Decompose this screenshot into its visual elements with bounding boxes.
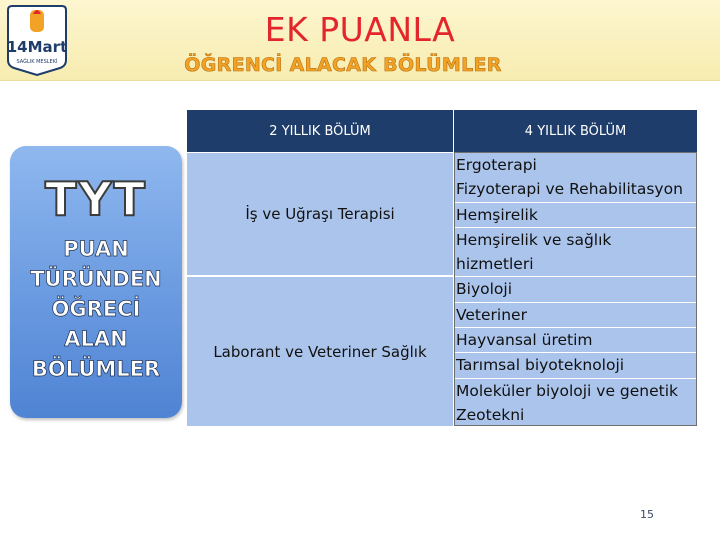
- logo-subtext: SAĞLIK MESLEKİ: [16, 59, 58, 65]
- tyt-line: BÖLÜMLER: [31, 357, 161, 381]
- list-item: Ergoterapi: [456, 156, 537, 174]
- tyt-caption: [10, 234, 182, 384]
- column-header-4-year: 4 YILLIK BÖLÜM: [454, 110, 697, 152]
- list-item: hizmetleri: [455, 252, 696, 277]
- table-cell-2-year: Laborant ve Veteriner Sağlık: [187, 277, 454, 426]
- column-header-2-year: 2 YILLIK BÖLÜM: [187, 110, 454, 152]
- list-item: Veteriner: [455, 303, 696, 328]
- page-title: EK PUANLA: [264, 10, 456, 49]
- list-item: Hemşirelik: [455, 203, 696, 228]
- page-subtitle: ÖĞRENCİ ALACAK BÖLÜMLER: [184, 54, 502, 76]
- list-item: Biyoloji: [455, 277, 696, 302]
- tyt-line: TÜRÜNDEN: [30, 267, 162, 291]
- list-item: Hayvansal üretim: [455, 328, 696, 353]
- tyt-line: PUAN: [63, 237, 129, 261]
- tyt-heading: TYT: [44, 172, 148, 226]
- list-item: Moleküler biyoloji ve genetik: [456, 381, 679, 400]
- departments-table: [187, 110, 697, 426]
- list-item: Zeotekni: [456, 405, 525, 424]
- table-cell-2-year: İş ve Uğraşı Terapisi: [187, 153, 454, 277]
- list-item: Hemşirelik ve sağlık: [456, 230, 612, 249]
- four-year-list: [454, 152, 697, 426]
- list-item: Fizyoterapi ve Rehabilitasyon: [455, 177, 696, 202]
- list-item: Tarımsal biyoteknoloji: [455, 353, 696, 378]
- tyt-line: ÖĞRECİ: [51, 297, 141, 321]
- page-number: 15: [640, 508, 654, 521]
- tyt-panel: [10, 146, 182, 418]
- logo-text: 14Mart: [6, 38, 68, 56]
- tyt-line: ALAN: [64, 327, 128, 351]
